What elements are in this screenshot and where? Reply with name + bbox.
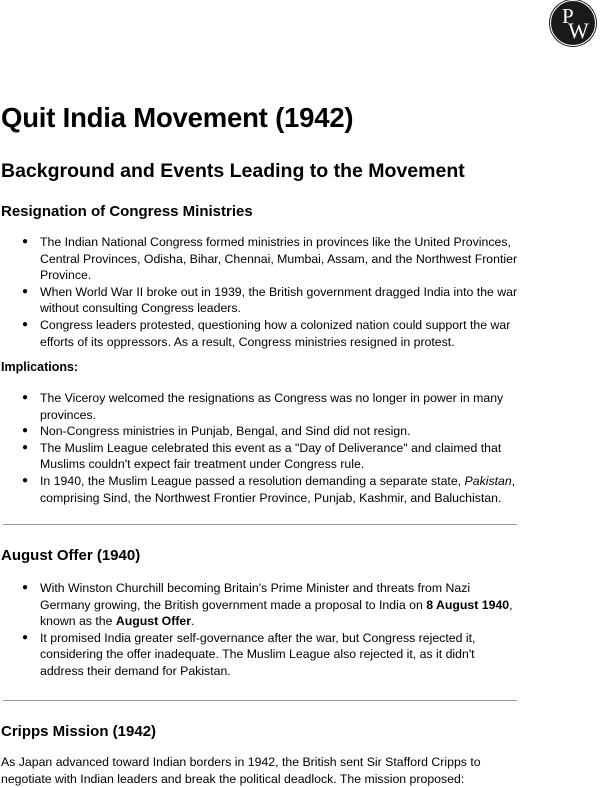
bullet-icon: ● [22, 582, 29, 593]
logo-letter-p: P [562, 4, 574, 28]
section-heading: Background and Events Leading to the Movement [1, 160, 465, 182]
list-item: ● The Muslim League celebrated this event as a "Day of Deliverance" and claimed that Muslims couldn't expect fair treatment under Congress rule. [22, 440, 502, 472]
logo-letter-w: W [568, 18, 589, 43]
list-item: ● In 1940, the Muslim League passed a resolution demanding a separate state, Pakistan, comprising Sind, the Northwest Frontier Province, Punjab, Kashmir, and Baluchistan. [22, 473, 516, 505]
implications-label: Implications: [1, 360, 79, 374]
list-item: ● Congress leaders protested, questioning how a colonized nation could support the war efforts of its oppressors. As a result, Congress ministries resigned in protest. [22, 317, 511, 349]
list-item: ● It promised India greater self-governance after the war, but Congress rejected it, considering the offer inadequate. The Muslim League also rejected it, as it didn't address their demand for Pakistan. [22, 630, 476, 678]
section-divider [3, 524, 517, 525]
pakistan-italic: Pakistan [464, 473, 512, 488]
pw-logo-icon [550, 0, 596, 46]
list-item: ● With Winston Churchill becoming Britain's Prime Minister and threats from Nazi Germany growing, the British government made a proposal to India on 8 August 1940, known as the August Offer. [22, 581, 513, 629]
page-title: Quit India Movement (1942) [1, 102, 354, 133]
bullet-icon: ● [22, 318, 29, 330]
list-item: ● Non-Congress ministries in Punjab, Bengal, and Sind did not resign. [22, 424, 411, 439]
cripps-mission-heading: Cripps Mission (1942) [1, 723, 157, 740]
august-offer-list [0, 580, 520, 680]
bullet-icon: ● [22, 631, 29, 643]
cripps-paragraph: As Japan advanced toward Indian borders in 1942, the British sent Sir Stafford Cripps to negotiate with Indian leaders and break the political deadlock. The mission proposed: [1, 755, 481, 786]
date-bold: 8 August 1940 [426, 597, 510, 612]
list-item: ● The Indian National Congress formed ministries in provinces like the United Provinces, Central Provinces, Odisha, Bihar, Chennai, Mumbai, Assam, and the Northwest Frontier Province. [22, 235, 518, 283]
bullet-icon: ● [22, 392, 29, 403]
resignation-heading: Resignation of Congress Ministries [1, 203, 253, 220]
bullet-icon: ● [22, 285, 29, 297]
bullet-icon: ● [22, 474, 29, 486]
resignation-list [0, 234, 520, 350]
implications-list [0, 390, 520, 506]
list-item: ● The Viceroy welcomed the resignations as Congress was no longer in power in many provinces. [22, 391, 504, 422]
bullet-icon: ● [22, 441, 29, 453]
list-item: ● When World War II broke out in 1939, the British government dragged India into the war without consulting Congress leaders. [22, 284, 518, 316]
bullet-icon: ● [22, 425, 29, 437]
august-offer-bold: August Offer [115, 614, 192, 629]
section-divider [3, 700, 517, 701]
bullet-icon: ● [22, 236, 29, 247]
august-offer-heading: August Offer (1940) [1, 547, 141, 564]
